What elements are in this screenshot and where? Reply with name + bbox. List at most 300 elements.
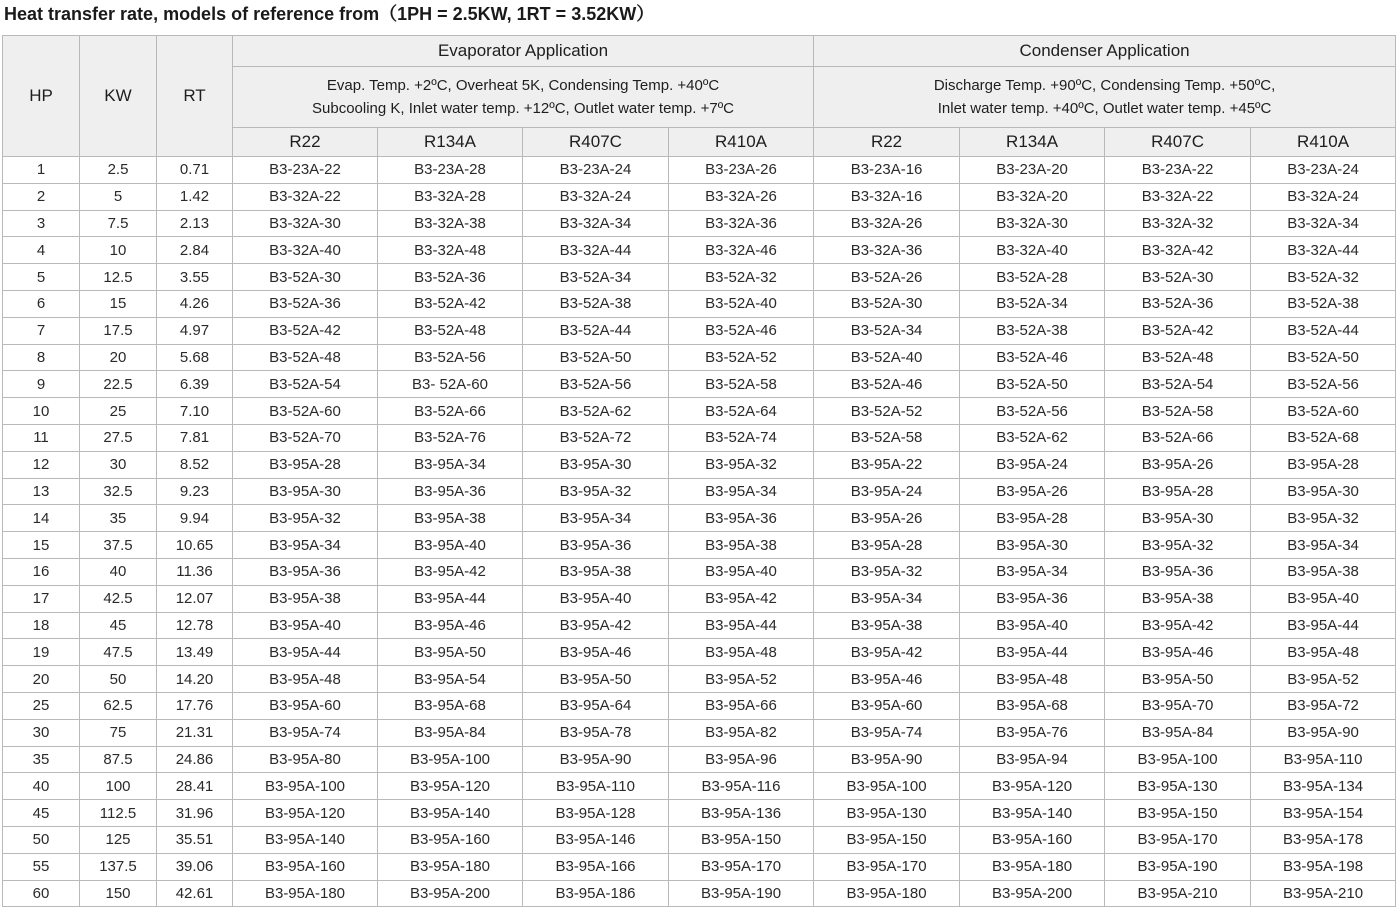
cell-cond-r134a: B3-95A-94 bbox=[960, 746, 1105, 773]
cell-evap-r407c: B3-95A-46 bbox=[523, 639, 669, 666]
cell-evap-r407c: B3-95A-38 bbox=[523, 558, 669, 585]
cell-cond-r407c: B3-95A-50 bbox=[1105, 666, 1251, 693]
cell-evap-r134a: B3-95A-140 bbox=[378, 800, 523, 827]
cell-evap-r134a: B3-95A-50 bbox=[378, 639, 523, 666]
cell-cond-r410a: B3-95A-198 bbox=[1251, 853, 1396, 880]
cell-hp: 25 bbox=[3, 692, 80, 719]
cell-rt: 10.65 bbox=[157, 532, 233, 559]
cell-evap-r407c: B3-95A-30 bbox=[523, 451, 669, 478]
cell-cond-r407c: B3-95A-30 bbox=[1105, 505, 1251, 532]
cell-cond-r22: B3-52A-30 bbox=[814, 290, 960, 317]
cell-kw: 125 bbox=[80, 826, 157, 853]
cell-rt: 5.68 bbox=[157, 344, 233, 371]
cell-hp: 2 bbox=[3, 183, 80, 210]
cell-evap-r410a: B3-95A-40 bbox=[669, 558, 814, 585]
cell-cond-r22: B3-95A-46 bbox=[814, 666, 960, 693]
cell-cond-r407c: B3-23A-22 bbox=[1105, 157, 1251, 184]
cell-cond-r134a: B3-52A-56 bbox=[960, 398, 1105, 425]
cell-cond-r410a: B3-95A-210 bbox=[1251, 880, 1396, 907]
cell-cond-r407c: B3-95A-46 bbox=[1105, 639, 1251, 666]
cell-cond-r407c: B3-95A-32 bbox=[1105, 532, 1251, 559]
table-body bbox=[3, 157, 1396, 907]
cell-evap-r22: B3-32A-40 bbox=[233, 237, 378, 264]
cell-rt: 9.94 bbox=[157, 505, 233, 532]
cell-evap-r410a: B3-95A-32 bbox=[669, 451, 814, 478]
cell-evap-r407c: B3-95A-40 bbox=[523, 585, 669, 612]
cell-evap-r134a: B3-95A-84 bbox=[378, 719, 523, 746]
header-condenser-application: Condenser Application bbox=[814, 36, 1396, 67]
cell-kw: 30 bbox=[80, 451, 157, 478]
cell-cond-r22: B3-95A-28 bbox=[814, 532, 960, 559]
cell-rt: 35.51 bbox=[157, 826, 233, 853]
cell-cond-r410a: B3-95A-38 bbox=[1251, 558, 1396, 585]
cell-evap-r407c: B3-23A-24 bbox=[523, 157, 669, 184]
cell-hp: 13 bbox=[3, 478, 80, 505]
table-row bbox=[3, 880, 1396, 907]
cell-cond-r407c: B3-52A-58 bbox=[1105, 398, 1251, 425]
cell-cond-r407c: B3-52A-48 bbox=[1105, 344, 1251, 371]
cell-evap-r22: B3-52A-48 bbox=[233, 344, 378, 371]
cell-cond-r410a: B3-52A-56 bbox=[1251, 371, 1396, 398]
cell-hp: 10 bbox=[3, 398, 80, 425]
cell-evap-r410a: B3-95A-170 bbox=[669, 853, 814, 880]
cell-evap-r22: B3-95A-120 bbox=[233, 800, 378, 827]
cell-evap-r410a: B3-95A-44 bbox=[669, 612, 814, 639]
table-row bbox=[3, 478, 1396, 505]
table-row bbox=[3, 451, 1396, 478]
table-row bbox=[3, 532, 1396, 559]
cell-cond-r22: B3-95A-60 bbox=[814, 692, 960, 719]
cell-cond-r410a: B3-95A-44 bbox=[1251, 612, 1396, 639]
cell-cond-r410a: B3-95A-40 bbox=[1251, 585, 1396, 612]
cell-evap-r22: B3-52A-60 bbox=[233, 398, 378, 425]
table-row bbox=[3, 344, 1396, 371]
cell-evap-r407c: B3-95A-90 bbox=[523, 746, 669, 773]
cell-kw: 10 bbox=[80, 237, 157, 264]
cell-evap-r407c: B3-52A-34 bbox=[523, 264, 669, 291]
cell-cond-r22: B3-95A-150 bbox=[814, 826, 960, 853]
cell-kw: 137.5 bbox=[80, 853, 157, 880]
cell-evap-r407c: B3-95A-110 bbox=[523, 773, 669, 800]
cell-cond-r410a: B3-95A-48 bbox=[1251, 639, 1396, 666]
table-row bbox=[3, 157, 1396, 184]
header-evap-r134a: R134A bbox=[378, 128, 523, 157]
cell-cond-r22: B3-32A-36 bbox=[814, 237, 960, 264]
cell-rt: 9.23 bbox=[157, 478, 233, 505]
cell-cond-r22: B3-95A-74 bbox=[814, 719, 960, 746]
cell-rt: 3.55 bbox=[157, 264, 233, 291]
cell-evap-r407c: B3-95A-166 bbox=[523, 853, 669, 880]
cell-hp: 50 bbox=[3, 826, 80, 853]
cell-evap-r22: B3-52A-36 bbox=[233, 290, 378, 317]
cell-cond-r407c: B3-95A-100 bbox=[1105, 746, 1251, 773]
table-row bbox=[3, 317, 1396, 344]
header-kw: KW bbox=[80, 36, 157, 157]
cell-cond-r22: B3-52A-52 bbox=[814, 398, 960, 425]
cell-kw: 20 bbox=[80, 344, 157, 371]
cell-hp: 20 bbox=[3, 666, 80, 693]
table-row bbox=[3, 558, 1396, 585]
cell-evap-r410a: B3-95A-38 bbox=[669, 532, 814, 559]
cell-hp: 6 bbox=[3, 290, 80, 317]
cell-cond-r134a: B3-52A-62 bbox=[960, 424, 1105, 451]
cell-evap-r134a: B3-52A-56 bbox=[378, 344, 523, 371]
cell-cond-r22: B3-52A-58 bbox=[814, 424, 960, 451]
cell-hp: 17 bbox=[3, 585, 80, 612]
table-row bbox=[3, 237, 1396, 264]
cell-evap-r134a: B3-95A-180 bbox=[378, 853, 523, 880]
cell-cond-r410a: B3-95A-72 bbox=[1251, 692, 1396, 719]
table-row bbox=[3, 853, 1396, 880]
table-row bbox=[3, 639, 1396, 666]
header-cond-r134a: R134A bbox=[960, 128, 1105, 157]
cell-evap-r22: B3-23A-22 bbox=[233, 157, 378, 184]
cell-cond-r22: B3-95A-180 bbox=[814, 880, 960, 907]
cell-cond-r410a: B3-95A-110 bbox=[1251, 746, 1396, 773]
cell-rt: 1.42 bbox=[157, 183, 233, 210]
cell-kw: 15 bbox=[80, 290, 157, 317]
cell-kw: 62.5 bbox=[80, 692, 157, 719]
cell-kw: 22.5 bbox=[80, 371, 157, 398]
cell-hp: 8 bbox=[3, 344, 80, 371]
cell-kw: 2.5 bbox=[80, 157, 157, 184]
cell-kw: 35 bbox=[80, 505, 157, 532]
cell-cond-r410a: B3-32A-44 bbox=[1251, 237, 1396, 264]
cell-cond-r410a: B3-95A-178 bbox=[1251, 826, 1396, 853]
cell-evap-r22: B3-95A-80 bbox=[233, 746, 378, 773]
cell-evap-r134a: B3-95A-38 bbox=[378, 505, 523, 532]
header-evap-r410a: R410A bbox=[669, 128, 814, 157]
cell-kw: 7.5 bbox=[80, 210, 157, 237]
cell-evap-r410a: B3-52A-58 bbox=[669, 371, 814, 398]
cell-rt: 42.61 bbox=[157, 880, 233, 907]
cell-rt: 6.39 bbox=[157, 371, 233, 398]
cell-hp: 11 bbox=[3, 424, 80, 451]
cell-evap-r22: B3-95A-44 bbox=[233, 639, 378, 666]
cell-hp: 16 bbox=[3, 558, 80, 585]
cell-kw: 25 bbox=[80, 398, 157, 425]
cell-evap-r22: B3-52A-42 bbox=[233, 317, 378, 344]
cell-cond-r407c: B3-52A-66 bbox=[1105, 424, 1251, 451]
cell-rt: 7.10 bbox=[157, 398, 233, 425]
cell-cond-r134a: B3-95A-26 bbox=[960, 478, 1105, 505]
cell-cond-r410a: B3-95A-154 bbox=[1251, 800, 1396, 827]
cell-rt: 39.06 bbox=[157, 853, 233, 880]
cell-cond-r134a: B3-32A-30 bbox=[960, 210, 1105, 237]
cell-evap-r134a: B3-95A-54 bbox=[378, 666, 523, 693]
cell-evap-r407c: B3-52A-50 bbox=[523, 344, 669, 371]
cell-cond-r134a: B3-23A-20 bbox=[960, 157, 1105, 184]
cell-cond-r407c: B3-95A-190 bbox=[1105, 853, 1251, 880]
cell-evap-r22: B3-95A-40 bbox=[233, 612, 378, 639]
cell-evap-r410a: B3-95A-150 bbox=[669, 826, 814, 853]
cell-evap-r410a: B3-95A-116 bbox=[669, 773, 814, 800]
cell-rt: 2.13 bbox=[157, 210, 233, 237]
cell-evap-r410a: B3-32A-36 bbox=[669, 210, 814, 237]
cell-cond-r134a: B3-95A-140 bbox=[960, 800, 1105, 827]
cell-cond-r410a: B3-52A-32 bbox=[1251, 264, 1396, 291]
cell-rt: 12.07 bbox=[157, 585, 233, 612]
cell-evap-r407c: B3-95A-50 bbox=[523, 666, 669, 693]
cell-cond-r22: B3-95A-130 bbox=[814, 800, 960, 827]
cell-cond-r22: B3-52A-26 bbox=[814, 264, 960, 291]
cell-cond-r407c: B3-52A-54 bbox=[1105, 371, 1251, 398]
cell-evap-r22: B3-95A-28 bbox=[233, 451, 378, 478]
cell-evap-r407c: B3-32A-24 bbox=[523, 183, 669, 210]
cell-cond-r410a: B3-95A-134 bbox=[1251, 773, 1396, 800]
cell-cond-r410a: B3-52A-68 bbox=[1251, 424, 1396, 451]
cell-cond-r22: B3-52A-46 bbox=[814, 371, 960, 398]
cell-rt: 31.96 bbox=[157, 800, 233, 827]
cell-cond-r134a: B3-95A-36 bbox=[960, 585, 1105, 612]
cell-cond-r410a: B3-52A-50 bbox=[1251, 344, 1396, 371]
cell-evap-r407c: B3-52A-62 bbox=[523, 398, 669, 425]
header-cond-r407c: R407C bbox=[1105, 128, 1251, 157]
cell-hp: 40 bbox=[3, 773, 80, 800]
table-row bbox=[3, 692, 1396, 719]
cell-cond-r22: B3-95A-32 bbox=[814, 558, 960, 585]
table-row bbox=[3, 505, 1396, 532]
cell-evap-r134a: B3-95A-200 bbox=[378, 880, 523, 907]
cell-hp: 1 bbox=[3, 157, 80, 184]
cell-cond-r134a: B3-52A-50 bbox=[960, 371, 1105, 398]
cell-evap-r407c: B3-95A-64 bbox=[523, 692, 669, 719]
cell-hp: 14 bbox=[3, 505, 80, 532]
cell-evap-r410a: B3-52A-74 bbox=[669, 424, 814, 451]
cell-hp: 35 bbox=[3, 746, 80, 773]
cell-rt: 17.76 bbox=[157, 692, 233, 719]
cell-evap-r410a: B3-32A-26 bbox=[669, 183, 814, 210]
cell-cond-r22: B3-32A-26 bbox=[814, 210, 960, 237]
cell-cond-r407c: B3-32A-22 bbox=[1105, 183, 1251, 210]
cell-hp: 60 bbox=[3, 880, 80, 907]
cell-evap-r134a: B3-95A-160 bbox=[378, 826, 523, 853]
condenser-conditions-line-1: Discharge Temp. +90ºC, Condensing Temp. +50ºC, bbox=[933, 77, 1276, 94]
cell-evap-r134a: B3-32A-48 bbox=[378, 237, 523, 264]
cell-kw: 112.5 bbox=[80, 800, 157, 827]
cell-evap-r22: B3-95A-38 bbox=[233, 585, 378, 612]
cell-evap-r134a: B3-95A-68 bbox=[378, 692, 523, 719]
evaporator-conditions bbox=[233, 67, 814, 128]
cell-hp: 3 bbox=[3, 210, 80, 237]
cell-evap-r410a: B3-23A-26 bbox=[669, 157, 814, 184]
cell-evap-r22: B3-95A-100 bbox=[233, 773, 378, 800]
cell-cond-r407c: B3-95A-70 bbox=[1105, 692, 1251, 719]
table-row bbox=[3, 183, 1396, 210]
cell-evap-r410a: B3-52A-52 bbox=[669, 344, 814, 371]
cell-cond-r22: B3-95A-22 bbox=[814, 451, 960, 478]
header-evap-r22: R22 bbox=[233, 128, 378, 157]
cell-evap-r22: B3-95A-60 bbox=[233, 692, 378, 719]
cell-evap-r22: B3-95A-160 bbox=[233, 853, 378, 880]
cell-rt: 24.86 bbox=[157, 746, 233, 773]
cell-cond-r407c: B3-95A-26 bbox=[1105, 451, 1251, 478]
cell-hp: 5 bbox=[3, 264, 80, 291]
cell-cond-r134a: B3-95A-30 bbox=[960, 532, 1105, 559]
cell-cond-r410a: B3-52A-44 bbox=[1251, 317, 1396, 344]
cell-cond-r22: B3-95A-34 bbox=[814, 585, 960, 612]
cell-evap-r410a: B3-95A-66 bbox=[669, 692, 814, 719]
cell-evap-r134a: B3-95A-36 bbox=[378, 478, 523, 505]
cell-kw: 87.5 bbox=[80, 746, 157, 773]
cell-evap-r22: B3-32A-22 bbox=[233, 183, 378, 210]
cell-cond-r410a: B3-95A-30 bbox=[1251, 478, 1396, 505]
cell-cond-r407c: B3-52A-30 bbox=[1105, 264, 1251, 291]
cell-cond-r407c: B3-52A-36 bbox=[1105, 290, 1251, 317]
cell-evap-r410a: B3-95A-42 bbox=[669, 585, 814, 612]
cell-rt: 28.41 bbox=[157, 773, 233, 800]
condenser-conditions-line-2: Inlet water temp. +40ºC, Outlet water temp. +45ºC bbox=[937, 100, 1272, 117]
cell-cond-r134a: B3-95A-34 bbox=[960, 558, 1105, 585]
table-row bbox=[3, 826, 1396, 853]
cell-kw: 150 bbox=[80, 880, 157, 907]
cell-evap-r134a: B3- 52A-60 bbox=[378, 371, 523, 398]
cell-cond-r407c: B3-95A-36 bbox=[1105, 558, 1251, 585]
evaporator-conditions-line-2: Subcooling K, Inlet water temp. +12ºC, Outlet water temp. +7ºC bbox=[312, 100, 735, 117]
cell-cond-r134a: B3-95A-28 bbox=[960, 505, 1105, 532]
cell-evap-r134a: B3-32A-28 bbox=[378, 183, 523, 210]
cell-evap-r22: B3-95A-140 bbox=[233, 826, 378, 853]
cell-cond-r134a: B3-32A-40 bbox=[960, 237, 1105, 264]
cell-kw: 75 bbox=[80, 719, 157, 746]
cell-hp: 7 bbox=[3, 317, 80, 344]
cell-hp: 15 bbox=[3, 532, 80, 559]
table-row bbox=[3, 585, 1396, 612]
cell-kw: 100 bbox=[80, 773, 157, 800]
cell-cond-r134a: B3-95A-160 bbox=[960, 826, 1105, 853]
cell-evap-r22: B3-95A-36 bbox=[233, 558, 378, 585]
cell-evap-r134a: B3-52A-48 bbox=[378, 317, 523, 344]
cell-cond-r407c: B3-32A-32 bbox=[1105, 210, 1251, 237]
cell-evap-r22: B3-32A-30 bbox=[233, 210, 378, 237]
cell-evap-r410a: B3-32A-46 bbox=[669, 237, 814, 264]
cell-evap-r134a: B3-23A-28 bbox=[378, 157, 523, 184]
cell-cond-r407c: B3-95A-42 bbox=[1105, 612, 1251, 639]
cell-cond-r407c: B3-95A-150 bbox=[1105, 800, 1251, 827]
cell-evap-r22: B3-95A-30 bbox=[233, 478, 378, 505]
cell-cond-r22: B3-95A-100 bbox=[814, 773, 960, 800]
cell-hp: 45 bbox=[3, 800, 80, 827]
cell-evap-r410a: B3-95A-34 bbox=[669, 478, 814, 505]
cell-cond-r407c: B3-32A-42 bbox=[1105, 237, 1251, 264]
cell-cond-r22: B3-32A-16 bbox=[814, 183, 960, 210]
cell-evap-r410a: B3-95A-136 bbox=[669, 800, 814, 827]
cell-evap-r410a: B3-95A-96 bbox=[669, 746, 814, 773]
cell-cond-r134a: B3-95A-180 bbox=[960, 853, 1105, 880]
cell-evap-r407c: B3-95A-128 bbox=[523, 800, 669, 827]
header-evap-r407c: R407C bbox=[523, 128, 669, 157]
cell-evap-r410a: B3-52A-40 bbox=[669, 290, 814, 317]
cell-rt: 11.36 bbox=[157, 558, 233, 585]
cell-cond-r407c: B3-95A-84 bbox=[1105, 719, 1251, 746]
table-row bbox=[3, 719, 1396, 746]
cell-cond-r407c: B3-95A-130 bbox=[1105, 773, 1251, 800]
cell-evap-r22: B3-52A-30 bbox=[233, 264, 378, 291]
cell-evap-r134a: B3-95A-34 bbox=[378, 451, 523, 478]
cell-cond-r410a: B3-95A-90 bbox=[1251, 719, 1396, 746]
header-cond-r22: R22 bbox=[814, 128, 960, 157]
cell-hp: 18 bbox=[3, 612, 80, 639]
table-row bbox=[3, 424, 1396, 451]
evaporator-conditions-line-1: Evap. Temp. +2ºC, Overheat 5K, Condensing Temp. +40ºC bbox=[326, 77, 720, 94]
header-cond-r410a: R410A bbox=[1251, 128, 1396, 157]
cell-evap-r410a: B3-52A-46 bbox=[669, 317, 814, 344]
cell-cond-r410a: B3-95A-52 bbox=[1251, 666, 1396, 693]
cell-evap-r407c: B3-52A-38 bbox=[523, 290, 669, 317]
page-title: Heat transfer rate, models of reference from（1PH = 2.5KW, 1RT = 3.52KW） bbox=[4, 4, 655, 24]
cell-rt: 12.78 bbox=[157, 612, 233, 639]
cell-evap-r134a: B3-95A-100 bbox=[378, 746, 523, 773]
table-row bbox=[3, 371, 1396, 398]
header-rt: RT bbox=[157, 36, 233, 157]
cell-cond-r407c: B3-95A-28 bbox=[1105, 478, 1251, 505]
header-evaporator-application: Evaporator Application bbox=[233, 36, 814, 67]
table-row bbox=[3, 398, 1396, 425]
cell-cond-r134a: B3-52A-28 bbox=[960, 264, 1105, 291]
cell-kw: 32.5 bbox=[80, 478, 157, 505]
cell-cond-r410a: B3-32A-34 bbox=[1251, 210, 1396, 237]
cell-evap-r407c: B3-95A-32 bbox=[523, 478, 669, 505]
table-row bbox=[3, 746, 1396, 773]
cell-evap-r22: B3-95A-74 bbox=[233, 719, 378, 746]
cell-cond-r407c: B3-95A-38 bbox=[1105, 585, 1251, 612]
table-row bbox=[3, 773, 1396, 800]
cell-cond-r134a: B3-95A-40 bbox=[960, 612, 1105, 639]
cell-evap-r407c: B3-95A-34 bbox=[523, 505, 669, 532]
cell-rt: 13.49 bbox=[157, 639, 233, 666]
cell-hp: 4 bbox=[3, 237, 80, 264]
cell-cond-r134a: B3-95A-68 bbox=[960, 692, 1105, 719]
table-row bbox=[3, 290, 1396, 317]
cell-rt: 4.26 bbox=[157, 290, 233, 317]
header-hp: HP bbox=[3, 36, 80, 157]
cell-cond-r134a: B3-32A-20 bbox=[960, 183, 1105, 210]
cell-cond-r134a: B3-95A-48 bbox=[960, 666, 1105, 693]
cell-cond-r410a: B3-95A-34 bbox=[1251, 532, 1396, 559]
cell-evap-r22: B3-95A-34 bbox=[233, 532, 378, 559]
cell-evap-r134a: B3-52A-66 bbox=[378, 398, 523, 425]
cell-cond-r22: B3-95A-24 bbox=[814, 478, 960, 505]
cell-hp: 55 bbox=[3, 853, 80, 880]
cell-cond-r22: B3-52A-40 bbox=[814, 344, 960, 371]
cell-rt: 4.97 bbox=[157, 317, 233, 344]
table-row bbox=[3, 264, 1396, 291]
cell-cond-r134a: B3-52A-46 bbox=[960, 344, 1105, 371]
table-row bbox=[3, 666, 1396, 693]
cell-evap-r134a: B3-95A-120 bbox=[378, 773, 523, 800]
cell-kw: 27.5 bbox=[80, 424, 157, 451]
cell-cond-r22: B3-95A-38 bbox=[814, 612, 960, 639]
table-header bbox=[3, 36, 1396, 157]
cell-cond-r410a: B3-32A-24 bbox=[1251, 183, 1396, 210]
cell-rt: 21.31 bbox=[157, 719, 233, 746]
cell-evap-r407c: B3-52A-56 bbox=[523, 371, 669, 398]
model-selection-table bbox=[2, 35, 1396, 907]
cell-evap-r410a: B3-52A-64 bbox=[669, 398, 814, 425]
cell-evap-r22: B3-52A-54 bbox=[233, 371, 378, 398]
cell-evap-r407c: B3-95A-42 bbox=[523, 612, 669, 639]
cell-evap-r407c: B3-95A-78 bbox=[523, 719, 669, 746]
cell-kw: 47.5 bbox=[80, 639, 157, 666]
cell-kw: 37.5 bbox=[80, 532, 157, 559]
table-row bbox=[3, 210, 1396, 237]
cell-evap-r407c: B3-95A-146 bbox=[523, 826, 669, 853]
cell-rt: 0.71 bbox=[157, 157, 233, 184]
cell-cond-r134a: B3-95A-120 bbox=[960, 773, 1105, 800]
cell-hp: 30 bbox=[3, 719, 80, 746]
cell-evap-r407c: B3-32A-34 bbox=[523, 210, 669, 237]
cell-evap-r134a: B3-95A-44 bbox=[378, 585, 523, 612]
